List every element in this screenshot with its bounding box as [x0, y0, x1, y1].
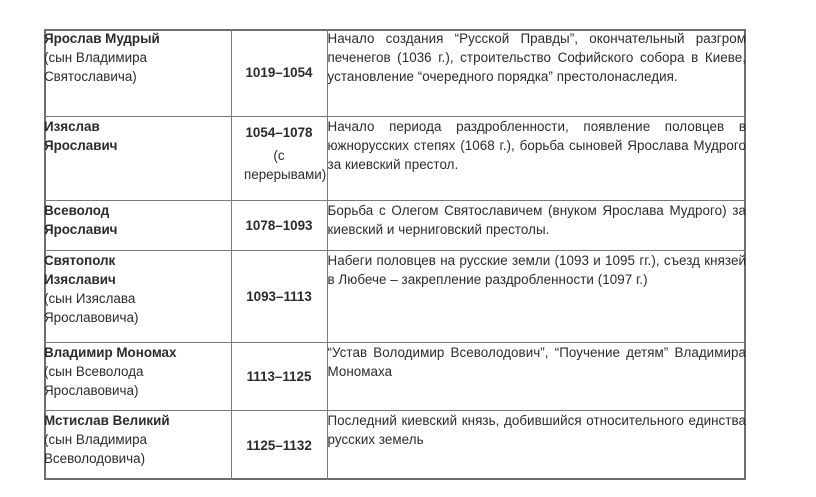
reign-years: 1125–1132 [246, 437, 312, 453]
reign-years: 1113–1125 [246, 368, 312, 384]
ruler-name: Ярослав Мудрый [44, 31, 160, 46]
ruler-name: Святополк Изяславич [44, 252, 116, 287]
events-cell: Начало периода раздробленности, появление половцев в южнорусских степях (1068 г.), борьба сыновей Ярослава Мудрого за киевский престол. [327, 116, 746, 200]
events-cell: Последний киевский князь, добившийся относительного единства русских земель [327, 410, 746, 480]
events-cell: Борьба с Олегом Святославичем (внуком Ярослава Мудрого) за киевский и черниговский престолы. [327, 200, 746, 250]
events-cell: Набеги половцев на русские земли (1093 и 1095 гг.), съезд князей в Любече – закрепление раздробленности (1097 г.) [327, 250, 746, 342]
table-row [44, 116, 746, 200]
reign-years: 1078–1093 [245, 217, 313, 233]
ruler-name: Всеволод Ярославич [44, 202, 118, 237]
years-cell [231, 342, 327, 410]
years-cell [231, 200, 327, 250]
rulers-table [44, 29, 746, 480]
ruler-cell [44, 410, 231, 480]
table-row [44, 200, 746, 250]
ruler-cell [44, 200, 231, 250]
reign-years: 1054–1078 [245, 124, 313, 140]
years-cell [231, 250, 327, 342]
ruler-name: Изяслав Ярославич [44, 118, 118, 153]
events-cell: Начало создания “Русской Правды”, окончательный разгром печенегов (1036 г.), строительство Софийского собора в Киеве, установление “очередного порядка” престолонаследия. [327, 29, 746, 116]
table-row [44, 342, 746, 410]
table-row [44, 410, 746, 480]
ruler-note: (сын Изяслава Ярославовича) [44, 290, 139, 325]
ruler-cell [44, 116, 231, 200]
years-cell [231, 410, 327, 480]
years-cell [231, 116, 327, 200]
ruler-name: Владимир Мономах [44, 344, 177, 360]
reign-years-note: (с перерывами) [244, 147, 327, 182]
table-row [44, 250, 746, 342]
ruler-note: (сын Владимира Святославича) [44, 50, 147, 84]
reign-years: 1019–1054 [245, 64, 313, 80]
ruler-note: (сын Всеволода Ярославовича) [44, 363, 144, 398]
ruler-cell [44, 250, 231, 342]
years-cell [231, 29, 327, 116]
ruler-cell [44, 342, 231, 410]
events-cell: “Устав Володимир Всеволодович”, “Поучение детям” Владимира Мономаха [327, 342, 746, 410]
reign-years: 1093–1113 [246, 288, 312, 304]
ruler-name: Мстислав Великий [44, 412, 170, 428]
ruler-note: (сын Владимира Всеволодовича) [44, 431, 147, 466]
table-row [44, 29, 746, 116]
ruler-cell [44, 29, 231, 116]
